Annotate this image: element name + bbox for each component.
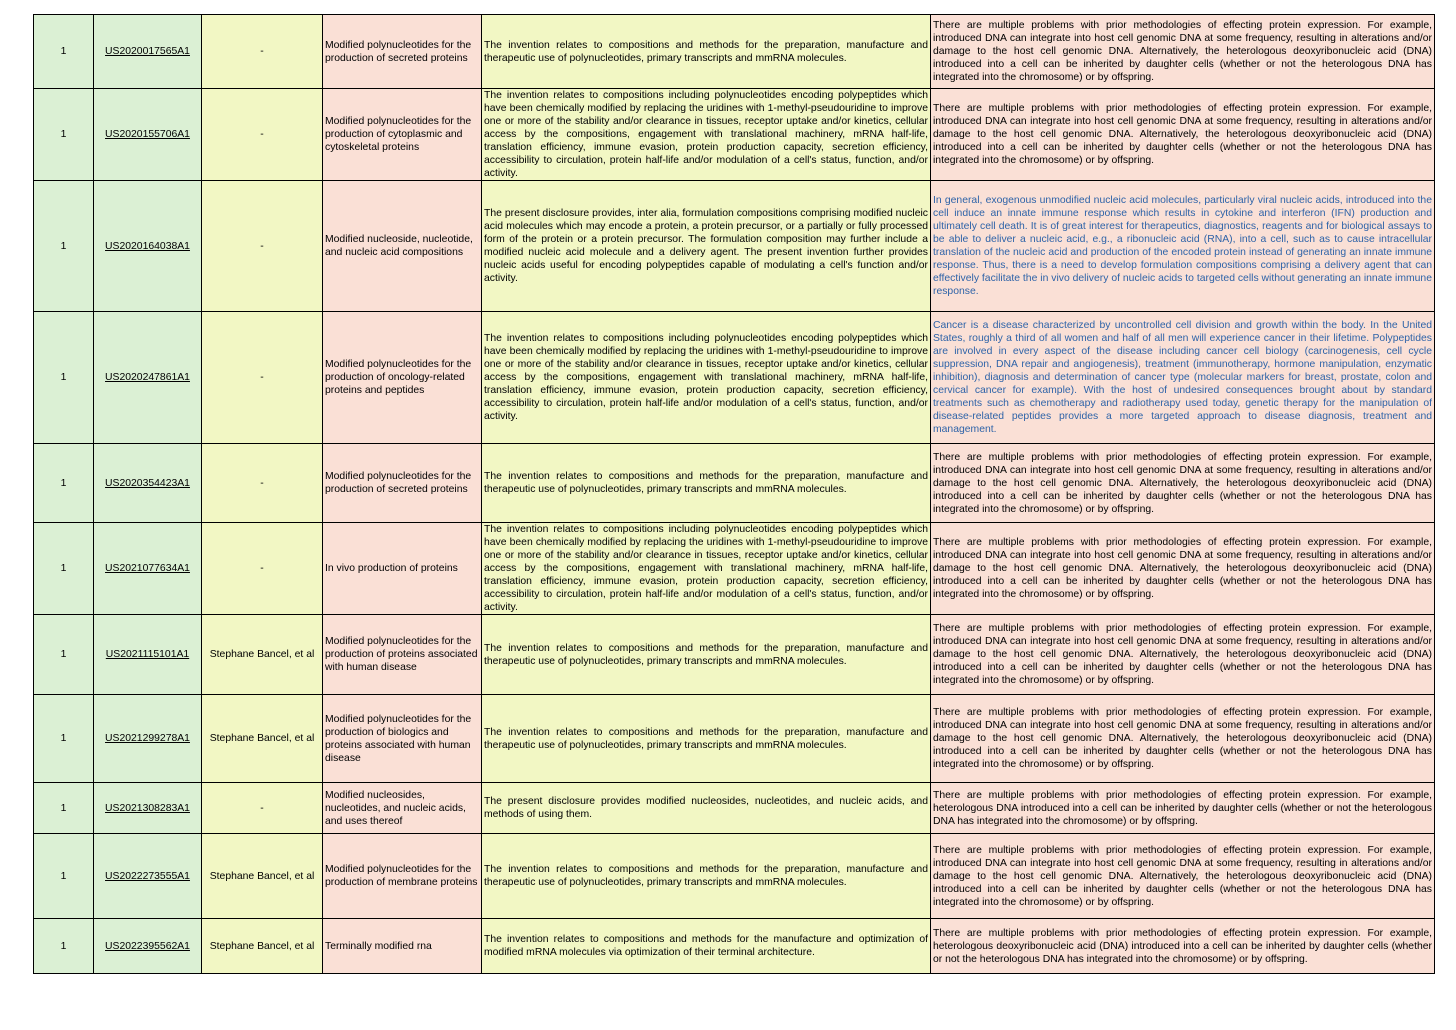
table-row [34,523,1435,615]
patent-link[interactable]: US2021308283A1 [105,802,190,814]
patent-link[interactable]: US2021299278A1 [105,733,190,744]
patent-table [33,14,1435,974]
title-cell: Modified polynucleotides for the production of membrane proteins [323,834,482,919]
table-body [34,15,1435,974]
table-row [34,695,1435,783]
inventor-cell: - [202,783,323,834]
patent-cell [94,783,202,834]
problem-cell: There are multiple problems with prior methodologies of effecting protein expression. For example, introduced DNA can integrate into host cell genomic DNA at some frequency, resulting in alterations and/or damage to the host cell genomic DNA. Alternatively, the heterologous deoxyribonucleic acid (DNA) introduced into a cell can be inherited by daughter cells (whether or not the heterologous DNA has integrated into the chromosome) or by offspring. [931,15,1435,89]
patent-link[interactable]: US2021115101A1 [105,649,190,660]
rank-cell: 1 [34,523,94,615]
title-cell: Modified polynucleotides for the production of proteins associated with human disease [323,615,482,695]
title-cell: Modified polynucleotides for the production of secreted proteins [323,444,482,523]
patent-cell [94,834,202,919]
abstract-cell: The present disclosure provides modified nucleosides, nucleotides, and nucleic acids, and methods of using them. [482,783,931,834]
problem-cell: There are multiple problems with prior methodologies of effecting protein expression. For example, heterologous deoxyribonucleic acid (DNA) introduced into a cell can be inherited by daughter cells (whether or not the heterologous DNA has integrated into the chromosome) or by offspring. [931,919,1435,974]
rank-cell: 1 [34,444,94,523]
problem-cell: There are multiple problems with prior methodologies of effecting protein expression. For example, introduced DNA can integrate into host cell genomic DNA at some frequency, resulting in alterations and/or damage to the host cell genomic DNA. Alternatively, the heterologous deoxyribonucleic acid (DNA) introduced into a cell can be inherited by daughter cells (whether or not the heterologous DNA has integrated into the chromosome) or by offspring. [931,523,1435,615]
inventor-cell: - [202,523,323,615]
patent-link[interactable]: US2022273555A1 [105,870,190,882]
inventor-cell: Stephane Bancel, et al [202,919,323,974]
title-cell: Modified nucleoside, nucleotide, and nucleic acid compositions [323,181,482,312]
patent-link[interactable]: US2020247861A1 [105,372,190,383]
problem-cell: There are multiple problems with prior methodologies of effecting protein expression. For example, introduced DNA can integrate into host cell genomic DNA at some frequency, resulting in alterations and/or damage to the host cell genomic DNA. Alternatively, the heterologous deoxyribonucleic acid (DNA) introduced into a cell can be inherited by daughter cells (whether or not the heterologous DNA has integrated into the chromosome) or by offspring. [931,89,1435,181]
patent-cell [94,15,202,89]
problem-cell: There are multiple problems with prior methodologies of effecting protein expression. For example, introduced DNA can integrate into host cell genomic DNA at some frequency, resulting in alterations and/or damage to the host cell genomic DNA. Alternatively, the heterologous deoxyribonucleic acid (DNA) introduced into a cell can be inherited by daughter cells (whether or not the heterologous DNA has integrated into the chromosome) or by offspring. [931,615,1435,695]
table-row [34,181,1435,312]
patent-cell [94,312,202,444]
rank-cell: 1 [34,312,94,444]
abstract-cell: The invention relates to compositions and methods for the preparation, manufacture and therapeutic use of polynucleotides, primary transcripts and mmRNA molecules. [482,15,931,89]
problem-cell: Cancer is a disease characterized by uncontrolled cell division and growth within the body. In the United States, roughly a third of all women and half of all men will experience cancer in their lifetime. Polypeptides are involved in every aspect of the disease including cancer cell biology (carcinogenesis, cell cycle suppression, DNA repair and angiogenesis), treatment (immunotherapy, hormone manipulation, enzymatic inhibition), diagnosis and determination of cancer type (molecular markers for breast, prostate, colon and cervical cancer for example). With the host of undesired consequences brought about by standard treatments such as chemotherapy and radiotherapy used today, genetic therapy for the manipulation of disease-related peptides provides a more targeted approach to disease diagnosis, treatment and management. [931,312,1435,444]
problem-cell: There are multiple problems with prior methodologies of effecting protein expression. For example, heterologous DNA introduced into a cell can be inherited by daughter cells (whether or not the heterologous DNA has integrated into the chromosome) or by offspring. [931,783,1435,834]
inventor-cell: - [202,89,323,181]
table-row [34,783,1435,834]
patent-cell [94,695,202,783]
table-row [34,615,1435,695]
problem-cell: There are multiple problems with prior methodologies of effecting protein expression. For example, introduced DNA can integrate into host cell genomic DNA at some frequency, resulting in alterations and/or damage to the host cell genomic DNA. Alternatively, the heterologous deoxyribonucleic acid (DNA) introduced into a cell can be inherited by daughter cells (whether or not the heterologous DNA has integrated into the chromosome) or by offspring. [931,444,1435,523]
inventor-cell: - [202,444,323,523]
patent-link[interactable]: US2020155706A1 [105,129,190,140]
rank-cell: 1 [34,695,94,783]
abstract-cell: The invention relates to compositions including polynucleotides encoding polypeptides which have been chemically modified by replacing the uridines with 1-methyl-pseudouridine to improve one or more of the stability and/or clearance in tissues, receptor uptake and/or kinetics, cellular access by the compositions, engagement with translational machinery, mRNA half-life, translation efficiency, immune evasion, protein production capacity, secretion efficiency, accessibility to circulation, protein half-life and/or modulation of a cell's status, function, and/or activity. [482,312,931,444]
table-row [34,444,1435,523]
title-cell: Modified polynucleotides for the production of cytoplasmic and cytoskeletal proteins [323,89,482,181]
table-row [34,834,1435,919]
title-cell: Modified polynucleotides for the production of biologics and proteins associated with human disease [323,695,482,783]
inventor-cell: - [202,15,323,89]
problem-cell: In general, exogenous unmodified nucleic acid molecules, particularly viral nucleic acids, introduced into the cell induce an innate immune response which results in cytokine and interferon (IFN) production and ultimately cell death. It is of great interest for therapeutics, diagnostics, reagents and for biological assays to be able to deliver a nucleic acid, e.g., a ribonucleic acid (RNA), into a cell, such as to cause intracellular translation of the nucleic acid and production of the encoded protein instead of generating an innate immune response. Thus, there is a need to develop formulation compositions comprising a delivery agent that can effectively facilitate the in vivo delivery of nucleic acids to targeted cells without generating an innate immune response. [931,181,1435,312]
rank-cell: 1 [34,181,94,312]
abstract-cell: The invention relates to compositions including polynucleotides encoding polypeptides which have been chemically modified by replacing the uridines with 1-methyl-pseudouridine to improve one or more of the stability and/or clearance in tissues, receptor uptake and/or kinetics, cellular access by the compositions, engagement with translational machinery, mRNA half-life, translation efficiency, immune evasion, protein production capacity, secretion efficiency, accessibility to circulation, protein half-life and/or modulation of a cell's status, function, and/or activity. [482,523,931,615]
abstract-cell: The invention relates to compositions including polynucleotides encoding polypeptides which have been chemically modified by replacing the uridines with 1-methyl-pseudouridine to improve one or more of the stability and/or clearance in tissues, receptor uptake and/or kinetics, cellular access by the compositions, engagement with translational machinery, mRNA half-life, translation efficiency, immune evasion, protein production capacity, secretion efficiency, accessibility to circulation, protein half-life and/or modulation of a cell's status, function, and/or activity. [482,89,931,181]
table-row [34,312,1435,444]
title-cell: Modified nucleosides, nucleotides, and nucleic acids, and uses thereof [323,783,482,834]
problem-cell: There are multiple problems with prior methodologies of effecting protein expression. For example, introduced DNA can integrate into host cell genomic DNA at some frequency, resulting in alterations and/or damage to the host cell genomic DNA. Alternatively, the heterologous deoxyribonucleic acid (DNA) introduced into a cell can be inherited by daughter cells (whether or not the heterologous DNA has integrated into the chromosome) or by offspring. [931,834,1435,919]
inventor-cell: Stephane Bancel, et al [202,695,323,783]
abstract-cell: The invention relates to compositions and methods for the preparation, manufacture and therapeutic use of polynucleotides, primary transcripts and mmRNA molecules. [482,615,931,695]
patent-link[interactable]: US2020164038A1 [105,240,190,252]
patent-cell [94,523,202,615]
inventor-cell: - [202,312,323,444]
patent-cell [94,615,202,695]
inventor-cell: - [202,181,323,312]
patent-cell [94,181,202,312]
rank-cell: 1 [34,783,94,834]
problem-cell: There are multiple problems with prior methodologies of effecting protein expression. For example, introduced DNA can integrate into host cell genomic DNA at some frequency, resulting in alterations and/or damage to the host cell genomic DNA. Alternatively, the heterologous deoxyribonucleic acid (DNA) introduced into a cell can be inherited by daughter cells (whether or not the heterologous DNA has integrated into the chromosome) or by offspring. [931,695,1435,783]
rank-cell: 1 [34,15,94,89]
patent-link[interactable]: US2020354423A1 [105,477,190,489]
table-row [34,919,1435,974]
inventor-cell: Stephane Bancel, et al [202,615,323,695]
inventor-cell: Stephane Bancel, et al [202,834,323,919]
title-cell: In vivo production of proteins [323,523,482,615]
rank-cell: 1 [34,89,94,181]
abstract-cell: The invention relates to compositions and methods for the preparation, manufacture and therapeutic use of polynucleotides, primary transcripts and mmRNA molecules. [482,695,931,783]
title-cell: Terminally modified rna [323,919,482,974]
patent-cell [94,919,202,974]
patent-cell [94,444,202,523]
table-row [34,15,1435,89]
patent-link[interactable]: US2021077634A1 [105,563,190,574]
table-row [34,89,1435,181]
patent-link[interactable]: US2020017565A1 [105,46,190,57]
abstract-cell: The present disclosure provides, inter alia, formulation compositions comprising modified nucleic acid molecules which may encode a protein, a protein precursor, or a partially or fully processed form of the protein or a protein precursor. The formulation composition may further include a modified nucleic acid molecule and a delivery agent. The present invention further provides nucleic acids useful for encoding polypeptides capable of modulating a cell's function and/or activity. [482,181,931,312]
patent-cell [94,89,202,181]
title-cell: Modified polynucleotides for the production of secreted proteins [323,15,482,89]
rank-cell: 1 [34,615,94,695]
abstract-cell: The invention relates to compositions and methods for the preparation, manufacture and therapeutic use of polynucleotides, primary transcripts and mmRNA molecules. [482,834,931,919]
abstract-cell: The invention relates to compositions and methods for the preparation, manufacture and therapeutic use of polynucleotides, primary transcripts and mmRNA molecules. [482,444,931,523]
patent-link[interactable]: US2022395562A1 [105,940,190,952]
abstract-cell: The invention relates to compositions and methods for the manufacture and optimization of modified mRNA molecules via optimization of their terminal architecture. [482,919,931,974]
rank-cell: 1 [34,919,94,974]
rank-cell: 1 [34,834,94,919]
title-cell: Modified polynucleotides for the production of oncology-related proteins and peptides [323,312,482,444]
